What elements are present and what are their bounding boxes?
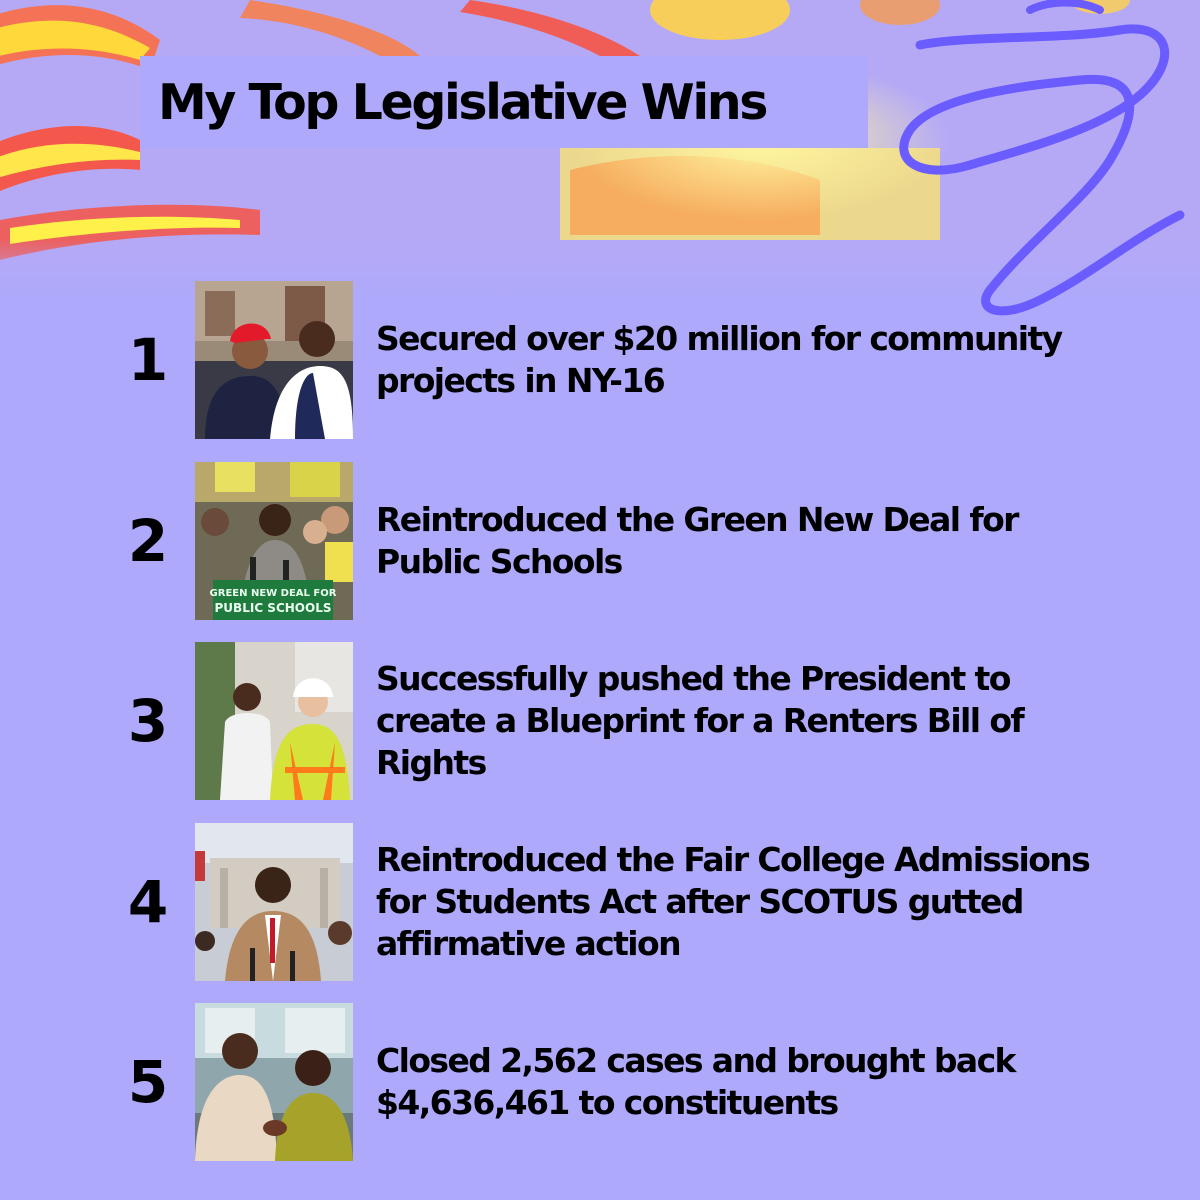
photo-constituent-meeting — [195, 1003, 353, 1161]
win-number: 4 — [127, 868, 169, 936]
win-number: 5 — [127, 1048, 169, 1116]
win-text: Reintroduced the Fair College Admissions for Students Act after SCOTUS gutted affirmative action — [376, 840, 1090, 963]
photo-construction-site — [195, 642, 353, 800]
rally-sign-line-1: GREEN NEW DEAL FOR — [209, 588, 337, 599]
photo-press-conference — [195, 823, 353, 981]
win-text: Secured over $20 million for community projects in NY-16 — [376, 319, 1062, 400]
win-item-4 — [110, 823, 1110, 981]
title-banner — [140, 56, 868, 148]
page-title: My Top Legislative Wins — [158, 73, 766, 131]
win-number: 2 — [127, 507, 169, 575]
win-number: 3 — [127, 687, 169, 755]
win-item-5 — [110, 1003, 1110, 1161]
win-item-2 — [110, 462, 1110, 620]
win-number: 1 — [127, 326, 169, 394]
win-item-1 — [110, 281, 1110, 439]
win-text: Closed 2,562 cases and brought back $4,636,461 to constituents — [376, 1041, 1015, 1122]
win-item-3 — [110, 642, 1110, 800]
win-text: Successfully pushed the President to create a Blueprint for a Renters Bill of Rights — [376, 659, 1024, 782]
rally-sign-line-2: PUBLIC SCHOOLS — [214, 601, 332, 615]
photo-community-projects — [195, 281, 353, 439]
photo-green-new-deal-rally — [195, 462, 353, 620]
win-text: Reintroduced the Green New Deal for Public Schools — [376, 500, 1018, 581]
